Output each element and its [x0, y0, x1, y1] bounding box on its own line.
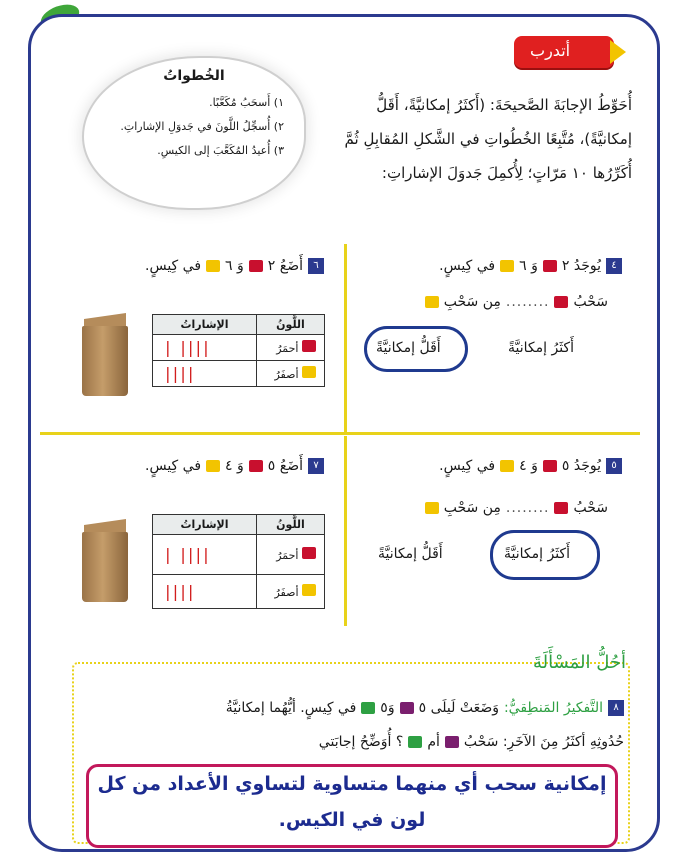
q6-text-b: وَ ٦	[225, 258, 244, 274]
q5-statement	[439, 458, 622, 474]
q5-draw-line	[425, 500, 608, 516]
badge-label: أتدرب	[530, 41, 571, 60]
problem-section-title: أحُلُّ المَسْأَلَةَ	[532, 652, 626, 673]
q8-text-f: ؟ أُوَضِّحُ إجابَتي	[318, 734, 404, 750]
q5-text-b: وَ ٤	[519, 458, 538, 474]
green-cube-icon	[361, 702, 375, 714]
divider-vertical-bottom	[344, 436, 347, 626]
yellow-cube-icon	[302, 584, 316, 596]
practice-badge	[514, 36, 614, 68]
q8-text-d: حُدُوثِهِ أكثَرُ مِنَ الآخَرِ: سَحْبُ	[463, 734, 624, 750]
tally-marks-red[interactable]: |||| |	[153, 335, 257, 361]
yellow-cube-icon	[302, 366, 316, 378]
q4-text-b: وَ ٦	[519, 258, 538, 274]
yellow-cube-icon	[206, 460, 220, 472]
yellow-cube-icon	[500, 460, 514, 472]
q5-text-c: في كِيسٍ.	[439, 458, 496, 474]
divider-horizontal	[40, 432, 640, 435]
yellow-cube-icon	[500, 260, 514, 272]
q4-text-c: في كِيسٍ.	[439, 258, 496, 274]
step-3: ٣) أُعيدُ المُكَعَّبَ إلى الكيسِ.	[157, 144, 284, 157]
steps-cloud	[84, 58, 304, 208]
q5-answer-circle	[490, 530, 600, 580]
answer-line-1: إمكانية سحب أي منهما متساوية لتساوي الأعداد من كل	[97, 773, 607, 795]
intro-line-3: أُكَرِّرُها ١٠ مَرّاتٍ؛ لِأُكمِلَ جَدوَلَ الإشاراتِ:	[381, 164, 632, 182]
q8-text-b: وَ٥	[380, 700, 395, 716]
red-cube-icon	[302, 340, 316, 352]
bag-body	[82, 326, 128, 396]
step-1: ١) أَسحَبُ مُكَعَّبًا.	[209, 96, 284, 109]
q6-text-c: في كِيسٍ.	[145, 258, 202, 274]
q4-number: ٤	[606, 258, 622, 274]
tally-marks-yellow[interactable]: ||||	[153, 575, 257, 609]
green-cube-icon	[408, 736, 422, 748]
bag-body	[82, 532, 128, 602]
q7-statement	[145, 458, 324, 474]
tally-header-color: اللَّونُ	[257, 515, 325, 535]
steps-title: الخُطواتُ	[163, 68, 225, 84]
q4-option-more[interactable]: أَكثَرُ إمكانيَّةً	[508, 340, 574, 356]
purple-cube-icon	[400, 702, 414, 714]
q5-draw-b: مِن سَحْبِ	[443, 500, 501, 516]
q7-tally-table	[152, 514, 325, 609]
q4-option-less[interactable]: أَقَلُّ إمكانيَّةً	[376, 340, 441, 356]
q4-draw-line	[425, 294, 608, 310]
tally-marks-yellow[interactable]: ||||	[153, 361, 257, 387]
yellow-cube-icon	[425, 296, 439, 308]
q4-draw-b: مِن سَحْبِ	[443, 294, 501, 310]
paper-bag-icon	[82, 522, 128, 602]
tally-header-tally: الإشاراتُ	[153, 315, 257, 335]
tally-label-yellow: أصفَرُ	[274, 586, 299, 599]
yellow-cube-icon	[206, 260, 220, 272]
q8-text-e: أم	[427, 734, 440, 750]
q6-number: ٦	[308, 258, 324, 274]
tally-header-tally: الإشاراتُ	[153, 515, 257, 535]
tally-color-yellow	[257, 361, 325, 387]
tally-row-red	[153, 335, 325, 361]
q4-answer-circle	[364, 326, 468, 372]
q7-text-c: في كِيسٍ.	[145, 458, 202, 474]
q8-number: ٨	[608, 700, 624, 716]
q5-draw-a: سَحْبُ	[573, 500, 608, 516]
red-cube-icon	[554, 502, 568, 514]
tally-label-red: أحمَرُ	[276, 549, 299, 562]
red-cube-icon	[302, 547, 316, 559]
tally-color-red	[257, 335, 325, 361]
tally-color-yellow	[257, 575, 325, 609]
paper-bag-icon	[82, 316, 128, 396]
q7-number: ٧	[308, 458, 324, 474]
tally-row-red	[153, 535, 325, 575]
intro-line-1: أُحَوِّطُ الإجابَةَ الصَّحيحَةَ: (أَكثَرُ إمكانيَّةً، أَقَلُّ	[376, 96, 632, 114]
q5-option-less[interactable]: أَقَلُّ إمكانيَّةً	[378, 546, 443, 562]
red-cube-icon	[249, 260, 263, 272]
yellow-cube-icon	[425, 502, 439, 514]
q5-number: ٥	[606, 458, 622, 474]
tally-label-yellow: أصفَرُ	[274, 368, 299, 381]
tally-header-row	[153, 315, 325, 335]
q8-lead: التَّفكيرُ المَنطِقيُّ:	[503, 700, 603, 716]
answer-line-2: لون في الكيس.	[278, 809, 426, 831]
q7-text-a: أَضَعُ ٥	[267, 458, 303, 474]
q7-text-b: وَ ٤	[225, 458, 244, 474]
tally-header-row	[153, 515, 325, 535]
q4-blank[interactable]: ........	[505, 294, 550, 310]
tally-row-yellow	[153, 575, 325, 609]
tally-header-color: اللَّونُ	[257, 315, 325, 335]
q8-text-c: في كِيسٍ. أيُّهُما إمكانيَّةُ	[225, 700, 357, 716]
q4-text-a: يُوجَدُ ٢	[561, 258, 601, 274]
purple-cube-icon	[445, 736, 459, 748]
divider-vertical-top	[344, 244, 347, 434]
q8-line-2	[319, 734, 624, 750]
red-cube-icon	[543, 260, 557, 272]
q4-statement	[439, 258, 622, 274]
q8-text-a: وَضَعَتْ لَيلَى ٥	[418, 700, 499, 716]
q5-option-more[interactable]: أَكثَرُ إمكانيَّةً	[504, 546, 570, 562]
q5-blank[interactable]: ........	[505, 500, 550, 516]
q5-text-a: يُوجَدُ ٥	[561, 458, 601, 474]
intro-line-2: إمكانيَّةً)، مُتَّبِعًا الخُطُواتِ في الشَّكلِ المُقابِلِ ثُمَّ	[344, 130, 632, 148]
tally-marks-red[interactable]: |||| |	[153, 535, 257, 575]
tally-label-red: أحمَرُ	[276, 342, 299, 355]
red-cube-icon	[249, 460, 263, 472]
tally-row-yellow	[153, 361, 325, 387]
q6-statement	[145, 258, 324, 274]
step-2: ٢) أُسجِّلُ اللَّونَ في جَدوَلِ الإشاراتِ.	[120, 120, 284, 133]
red-cube-icon	[554, 296, 568, 308]
q8-line-1	[226, 700, 624, 716]
red-cube-icon	[543, 460, 557, 472]
badge-arrow-icon	[610, 40, 626, 64]
q6-text-a: أَضَعُ ٢	[267, 258, 303, 274]
answer-box[interactable]	[86, 764, 618, 848]
q4-draw-a: سَحْبُ	[573, 294, 608, 310]
q6-tally-table	[152, 314, 325, 387]
tally-color-red	[257, 535, 325, 575]
intro-instructions	[302, 88, 632, 190]
